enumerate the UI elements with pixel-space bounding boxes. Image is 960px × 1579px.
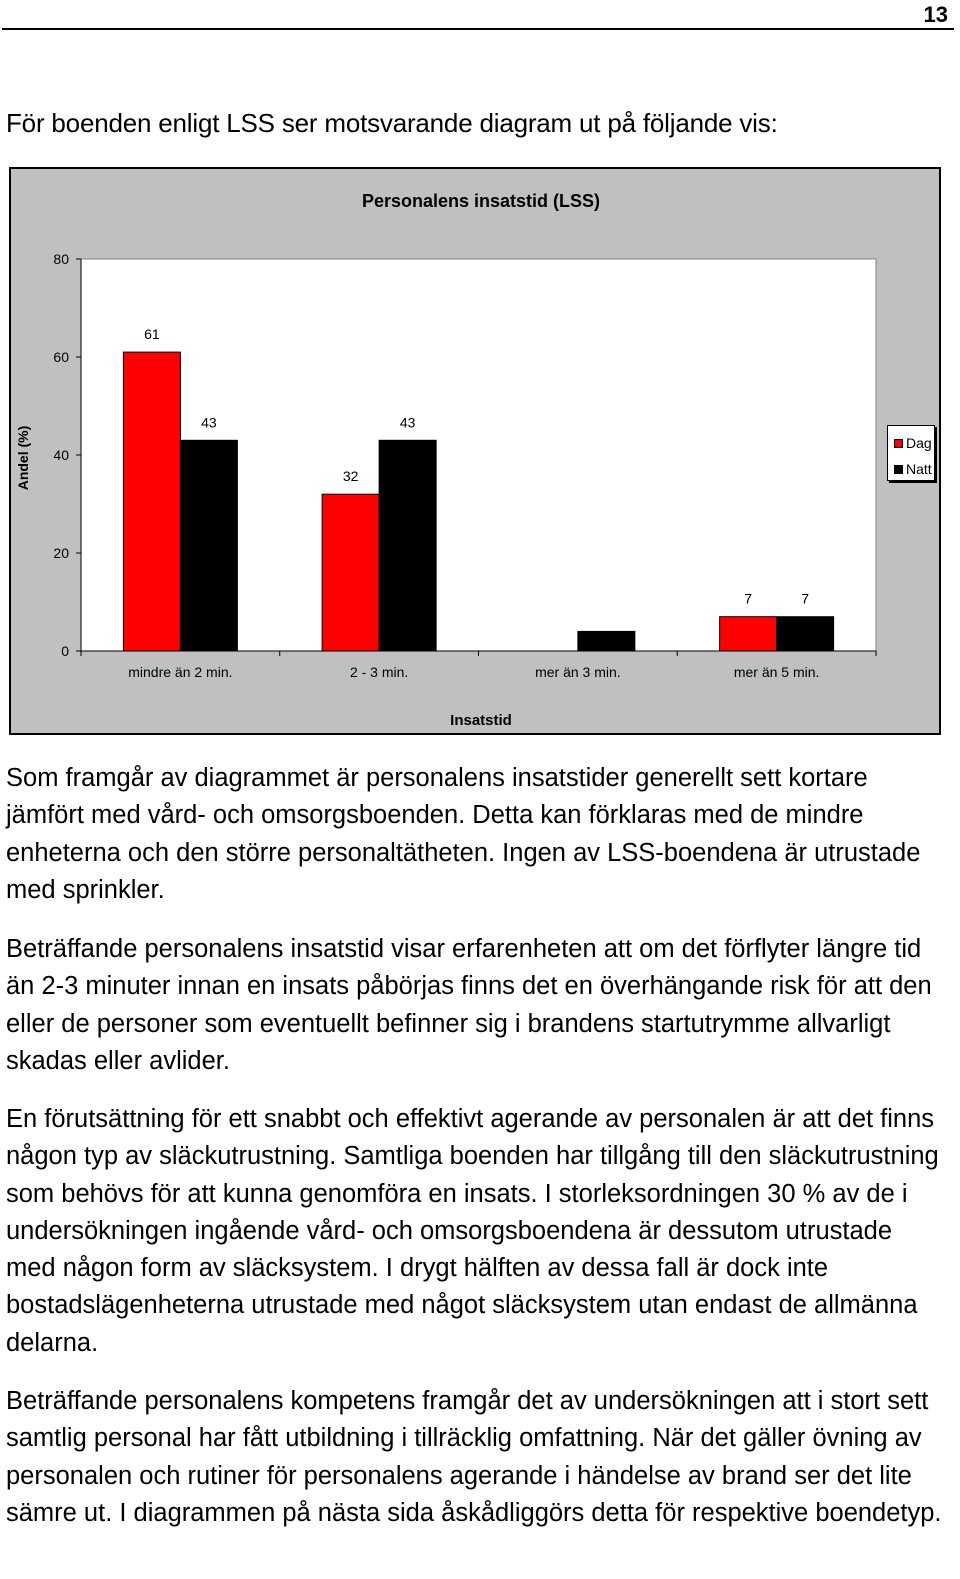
bar-natt [180, 440, 237, 651]
bar-natt [578, 631, 635, 651]
x-tick-label: mer än 5 min. [733, 664, 820, 680]
y-tick-label: 40 [53, 447, 69, 463]
y-axis-label: Andel (%) [15, 425, 31, 491]
paragraph-4: Beträffande personalens kompetens framgår det av undersökningen att i stort sett samtlig personal har fått utbildning i tillräcklig omfattning. När det gäller övning av personalen och rutiner för personalens agerande i händelse av brand ser det lite sämre ut. I diagrammen på nästa sida åskådliggörs detta för respektive boendetyp. [6, 1387, 942, 1527]
paragraph-3: En förutsättning för ett snabbt och effektivt agerande av personalen är att det finns någon typ av släckutrustning. Samtliga boenden har tillgång till den släckutrustning som behövs för att kunna genomföra en insats. I storleksordningen 30 % av de i undersökningen ingående vård- och omsorgsboendena är dessutom utrustade med någon form av släcksystem. I drygt hälften av dessa fall är dock inte bostadslägenheterna utrustade med något släcksystem utan endast de allmänna delarna. [6, 1105, 939, 1357]
y-tick-label: 80 [53, 251, 69, 267]
data-label: 61 [144, 326, 160, 343]
paragraph-1: Som framgår av diagrammet är personalens insatstider generellt sett kortare jämfört med vård- och omsorgsboenden. Detta kan förklaras med de mindre enheterna och den större personaltätheten. Ingen av LSS-boendena är utrustade med sprinkler. [6, 764, 921, 904]
chart-frame [9, 167, 941, 735]
legend-label-dag: Dag [906, 435, 932, 451]
legend-item-dag [894, 430, 934, 456]
legend-item-natt [894, 456, 934, 482]
y-tick-label: 60 [53, 349, 69, 365]
x-tick-label: mer än 3 min. [535, 664, 621, 680]
x-tick-label: 2 - 3 min. [349, 664, 409, 680]
bar-natt [777, 617, 834, 651]
bar-natt [379, 440, 436, 651]
x-axis-label: Insatstid [450, 712, 512, 729]
y-tick-label: 0 [61, 643, 69, 659]
data-label: 43 [201, 414, 217, 431]
header-rule [2, 28, 954, 30]
bar-dag [123, 352, 180, 651]
y-tick-label: 20 [53, 545, 69, 561]
data-label: 7 [801, 590, 810, 607]
legend-swatch-natt [894, 465, 903, 474]
data-label: 32 [342, 468, 359, 485]
legend-swatch-dag [894, 439, 903, 448]
data-label: 7 [744, 590, 753, 607]
bar-dag [720, 617, 777, 651]
x-tick-label: mindre än 2 min. [128, 664, 233, 680]
bar-dag [322, 494, 379, 651]
chart-legend [887, 425, 935, 481]
paragraph-2: Beträffande personalens insatstid visar erfarenheten att om det förflyter längre tid än 2-3 minuter innan en insats påbörjas finns det en överhängande risk för att den eller de personer som eventuellt befinner sig i brandens startutrymme allvarligt skadas eller avlider. [6, 935, 932, 1075]
legend-label-natt: Natt [906, 461, 932, 477]
bar-chart [11, 169, 939, 733]
intro-text: För boenden enligt LSS ser motsvarande diagram ut på följande vis: [6, 108, 778, 138]
page-number: 13 [923, 2, 948, 27]
data-label: 43 [399, 414, 416, 431]
chart-title: Personalens insatstid (LSS) [361, 191, 601, 211]
